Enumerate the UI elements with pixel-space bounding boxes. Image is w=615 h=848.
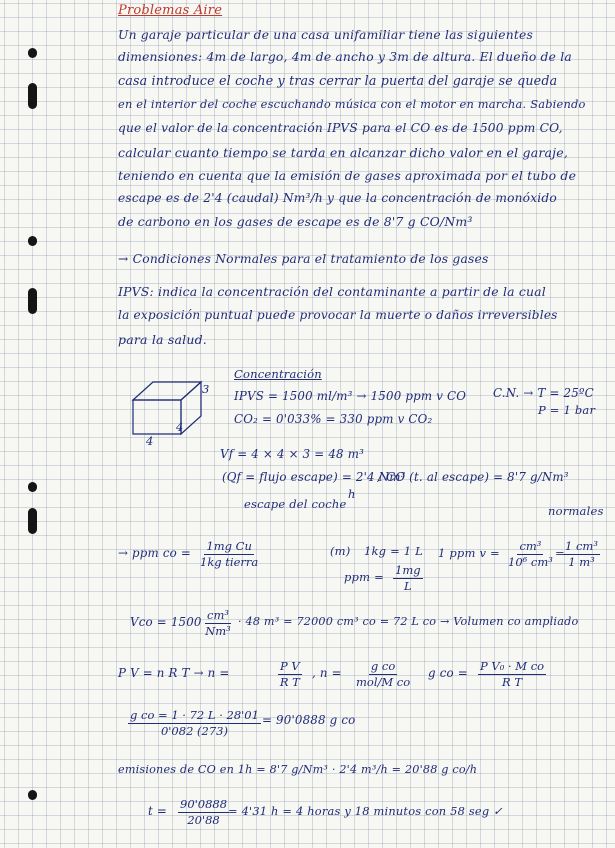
binder-hole [28,48,37,58]
ppm-fraction-2-numerator: 1mg [395,563,421,577]
ppmv-fraction-1-numerator: cm³ [519,539,542,553]
vco-fraction-numerator: cm³ [207,608,229,622]
co-concentration-equation: / CO (t. al escape) = 8'7 g/Nm³ [378,470,569,484]
volume-equation: Vf = 4 × 4 × 3 = 48 m³ [220,447,365,461]
mass-co-calculation-denominator: 0'082 (273) [160,724,228,738]
ppm-definition-lhs: → ppm co = [118,546,192,560]
problem-line: dimensiones: 4m de largo, 4m de ancho y 3m de altura. El dueño de la [118,50,572,64]
normal-pressure-label: P = 1 bar [538,403,596,417]
cube-width-label: 4 [146,434,154,448]
ppmv-fraction-2 [563,540,600,569]
time-fraction [178,798,229,827]
binder-hole [28,790,37,800]
problem-line: Un garaje particular de una casa unifamiliar tiene las siguientes [118,28,533,42]
problem-line: teniendo en cuenta que la emisión de gases aproximada por el tubo de [118,168,577,183]
moles-fraction-numerator: g co [370,659,396,673]
vco-equation-lhs: Vco = 1500 [130,615,202,629]
mass-co-formula-fraction [478,660,546,689]
co2-equation: CO₂ = 0'033% = 330 ppm v CO₂ [234,412,433,426]
cube-depth-label: 4 [176,420,184,434]
problem-line: escape es de 2'4 (caudal) Nm³/h y que la concentración de monóxido [118,191,557,205]
normales-label: normales [548,504,604,518]
problem-line: de carbono en los gases de escape es de 8'7 g CO/Nm³ [118,214,473,229]
ppmv-fraction-2-numerator: 1 cm³ [565,539,598,553]
conditions-line: → Condiciones Normales para el tratamiento de los gases [118,252,489,266]
problem-line: en el interior del coche escuchando música con el motor en marcha. Sabiendo [118,97,586,111]
ppm-fraction-2-denominator: L [403,579,412,593]
mass-co-formula-denominator: R T [502,675,523,689]
vco-fraction-denominator: Nm³ [205,624,231,638]
moles-equation: , n = [312,666,342,680]
time-equation-lhs: t = [148,804,167,818]
ipvs-equation: IPVS = 1500 ml/m³ → 1500 ppm v CO [234,389,467,403]
mass-co-result: = 90'0888 g co [262,713,356,727]
ipvs-definition-line: la exposición puntual puede provocar la muerte o daños irreversibles [118,308,558,322]
exhaust-flow-equation: (Qf = flujo escape) = 2'4 Nm³ [222,470,406,484]
mass-co-calculation [128,709,261,738]
garage-cube-diagram [128,378,208,438]
mass-co-formula-lhs: g co = [428,666,468,680]
ipvs-definition-line: para la salud. [118,332,207,347]
exhaust-flow-denominator: h [348,487,356,501]
vco-equation-rest: · 48 m³ = 72000 cm³ co = 72 L co → Volumen co ampliado [238,615,579,628]
ppm-equation-lhs: ppm = [344,570,384,584]
ppm-circled-note: (m) [330,544,351,558]
ppm-fraction-numerator: 1mg Cu [206,539,252,553]
co-emission-equation: emisiones de CO en 1h = 8'7 g/Nm³ · 2'4 m³/h = 20'88 g co/h [118,763,478,776]
ppm-fraction-denominator: 1kg tierra [200,555,259,569]
time-result: = 4'31 h = 4 horas y 18 minutos con 58 seg ✓ [228,804,503,818]
time-fraction-denominator: 20'88 [187,813,220,827]
binder-hole [28,508,37,534]
time-fraction-numerator: 90'0888 [180,797,228,811]
ppm-fraction-2 [393,564,423,593]
mass-co-formula-numerator: P V₀ · M co [480,659,545,673]
ppm-unit-equivalence: 1kg = 1 L [364,544,424,558]
problem-line: calcular cuanto tiempo se tarda en alcanzar dicho valor en el garaje, [118,145,569,160]
binder-hole [28,236,37,246]
page-title: Problemas Aire [118,3,223,18]
binder-hole [28,482,37,492]
ppmv-equals: = [555,546,565,560]
normal-conditions-label: C.N. → T = 25ºC [493,386,594,400]
ideal-gas-fraction-denominator: R T [279,675,300,689]
moles-fraction-denominator: mol/M co [356,675,411,689]
ppmv-fraction-2-denominator: 1 m³ [568,555,595,569]
ppmv-fraction-1 [508,540,553,569]
ideal-gas-equation: P V = n R T → n = [118,666,230,680]
cube-height-label: 3 [202,382,210,396]
vco-fraction [205,609,231,638]
ppmv-fraction-1-denominator: 10⁶ cm³ [508,555,553,569]
binder-hole [28,288,37,314]
exhaust-flow-note: escape del coche [244,497,347,511]
problem-line: que el valor de la concentración IPVS para el CO es de 1500 ppm CO, [118,121,563,135]
ideal-gas-fraction-numerator: P V [280,659,300,673]
moles-fraction [356,660,410,689]
problem-line: casa introduce el coche y tras cerrar la puerta del garaje se queda [118,73,558,88]
concentration-heading: Concentración [234,367,322,381]
ppm-fraction [200,540,258,569]
ppmv-definition-lhs: 1 ppm v = [438,546,500,560]
binder-hole [28,83,37,109]
ideal-gas-fraction [278,660,302,689]
mass-co-calculation-numerator: g co = 1 · 72 L · 28'01 [130,708,259,722]
ipvs-definition-line: IPVS: indica la concentración del contaminante a partir de la cual [118,284,546,299]
